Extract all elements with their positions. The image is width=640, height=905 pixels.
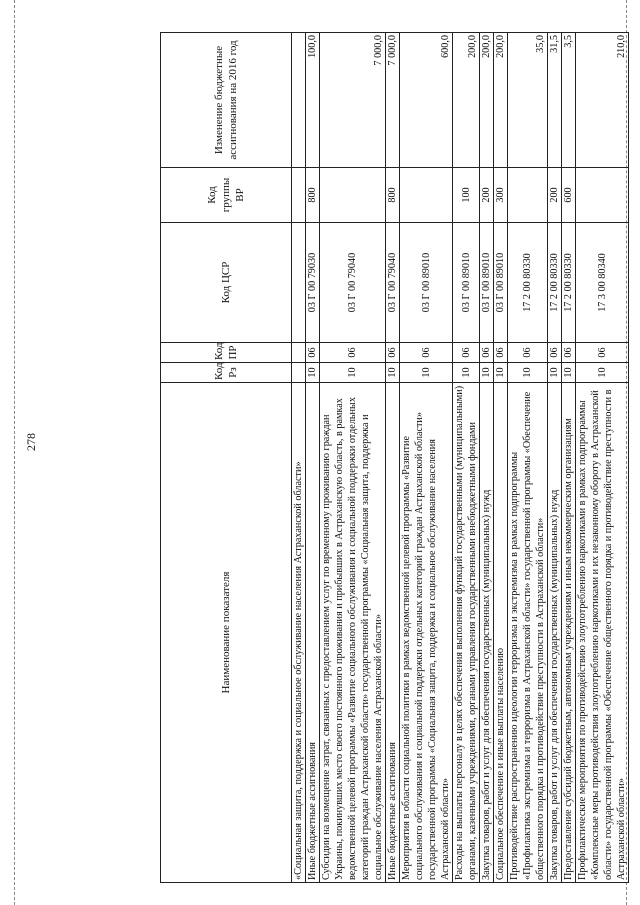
cell-pr: 06 [453, 343, 480, 363]
cell-pr: 06 [508, 343, 548, 363]
table-row [480, 33, 494, 883]
cell-amount: 200,0 [453, 33, 480, 168]
cell-amount: 7 000,0 [386, 33, 400, 168]
cell-vr: 800 [386, 168, 400, 223]
cell-rz: 10 [576, 363, 629, 383]
cell-csr: 03 Г 00 89010 [480, 223, 494, 343]
cell-name: Мероприятия в области социальной политики в рамках ведомственной целевой программы «Развитие социального обслуживания и социальной поддержки отдельных категорий граждан Астраханской области» государственной программы «Социальная защита, поддержка и социальное обслуживание населения Астраханской области» [400, 383, 453, 883]
cell-rz: 10 [508, 363, 548, 383]
table-row [494, 33, 508, 883]
table-row [320, 33, 386, 883]
cell-amount: 100,0 [306, 33, 320, 168]
cell-csr: 03 Г 00 79040 [320, 223, 386, 343]
cell-name: Субсидии на возмещение затрат, связанных с предоставлением услуг по временному проживанию граждан Украины, покинувших место своего постоянного проживания и прибывших в Астраханскую область, в рамках ведомственной целевой программы «Развитие социального обслуживания и социальной поддержки отдельных категорий граждан Астраханской области» государственной программы «Социальная защита, поддержка и социальное обслуживание населения Астраханской области» [320, 383, 386, 883]
cell-name: Закупка товаров, работ и услуг для обеспечения государственных (муниципальных) нужд [548, 383, 562, 883]
cell-pr: 06 [320, 343, 386, 363]
cell-csr [292, 223, 306, 343]
cell-csr: 17 3 00 80340 [576, 223, 629, 343]
cell-pr: 06 [400, 343, 453, 363]
table-row [386, 33, 400, 883]
cell-amount: 200,0 [480, 33, 494, 168]
cell-vr [292, 168, 306, 223]
cell-name: Профилактические мероприятия по противодействию злоупотреблению наркотиками в рамках подпрограммы «Комплексные меры противодействия злоупотреблению наркотиками и их незаконному обороту в Астраханской области» государственной программы «Обеспечение общественного порядка и противодействие преступности в Астраханской области» [576, 383, 629, 883]
cell-pr: 06 [562, 343, 576, 363]
cell-name: «Социальная защита, поддержка и социальное обслуживание населения Астраханской области» [292, 383, 306, 883]
cell-csr: 03 Г 00 89010 [400, 223, 453, 343]
cell-vr: 800 [306, 168, 320, 223]
table-row [453, 33, 480, 883]
cell-name: Закупка товаров, работ и услуг для обеспечения государственных (муниципальных) нужд [480, 383, 494, 883]
cell-csr: 17 2 00 80330 [508, 223, 548, 343]
cell-csr: 03 Г 00 79040 [386, 223, 400, 343]
cell-rz: 10 [453, 363, 480, 383]
cell-vr: 300 [494, 168, 508, 223]
cell-name: Социальное обеспечение и иные выплаты населению [494, 383, 508, 883]
cell-pr: 06 [548, 343, 562, 363]
cell-csr: 17 2 00 80330 [562, 223, 576, 343]
cell-rz: 10 [480, 363, 494, 383]
cell-rz [292, 363, 306, 383]
table-header-row [161, 33, 292, 883]
cell-amount: 210,0 [576, 33, 629, 168]
cell-pr: 06 [386, 343, 400, 363]
cell-name: Предоставление субсидий бюджетным, автономным учреждениям и иным некоммерческим организациям [562, 383, 576, 883]
cell-rz: 10 [386, 363, 400, 383]
cell-amount: 31,5 [548, 33, 562, 168]
cell-name: Расходы на выплаты персоналу в целях обеспечения выполнения функций государственными (муниципальными) органами, казенными учреждениями, органами управления государственными внебюджетными фондами [453, 383, 480, 883]
cell-pr: 06 [576, 343, 629, 363]
margin-dash-left [14, 0, 15, 905]
header-csr: Код ЦСР [161, 223, 292, 343]
header-vr: Код группы ВР [161, 168, 292, 223]
cell-pr: 06 [480, 343, 494, 363]
table-row [306, 33, 320, 883]
cell-vr: 600 [562, 168, 576, 223]
table-row [576, 33, 629, 883]
cell-vr: 200 [548, 168, 562, 223]
cell-vr: 100 [453, 168, 480, 223]
cell-amount: 7 000,0 [320, 33, 386, 168]
cell-csr: 17 2 00 80330 [548, 223, 562, 343]
header-pr: Код ПР [161, 343, 292, 363]
table-row [562, 33, 576, 883]
cell-vr: 200 [480, 168, 494, 223]
rotated-table-container [160, 33, 627, 883]
cell-amount: 3,5 [562, 33, 576, 168]
cell-amount: 35,0 [508, 33, 548, 168]
cell-rz: 10 [306, 363, 320, 383]
cell-rz: 10 [400, 363, 453, 383]
page-number: 278 [24, 433, 38, 451]
cell-rz: 10 [548, 363, 562, 383]
cell-name: Иные бюджетные ассигнования [306, 383, 320, 883]
cell-vr [508, 168, 548, 223]
table-row [508, 33, 548, 883]
cell-pr: 06 [494, 343, 508, 363]
cell-vr [320, 168, 386, 223]
cell-rz: 10 [320, 363, 386, 383]
cell-vr [400, 168, 453, 223]
cell-pr [292, 343, 306, 363]
cell-name: Противодействие распространению идеологии терроризма и экстремизма в рамках подпрограммы «Профилактика экстремизма и терроризма в Астраханской области» государственной программы «Обеспечение общественного порядка и противодействие преступности в Астраханской области» [508, 383, 548, 883]
cell-csr: 03 Г 00 89010 [494, 223, 508, 343]
cell-vr [576, 168, 629, 223]
header-amount: Изменение бюджетные ассигнования на 2016 год [161, 33, 292, 168]
cell-rz: 10 [494, 363, 508, 383]
cell-csr: 03 Г 00 89010 [453, 223, 480, 343]
cell-amount: 600,0 [400, 33, 453, 168]
header-name: Наименование показателя [161, 383, 292, 883]
cell-csr: 03 Г 00 79030 [306, 223, 320, 343]
header-rz: Код Рз [161, 363, 292, 383]
cell-amount: 200,0 [494, 33, 508, 168]
table-row [400, 33, 453, 883]
cell-pr: 06 [306, 343, 320, 363]
cell-name: Иные бюджетные ассигнования [386, 383, 400, 883]
table-row [292, 33, 306, 883]
budget-table [160, 32, 629, 883]
cell-rz: 10 [562, 363, 576, 383]
table-row [548, 33, 562, 883]
cell-amount [292, 33, 306, 168]
